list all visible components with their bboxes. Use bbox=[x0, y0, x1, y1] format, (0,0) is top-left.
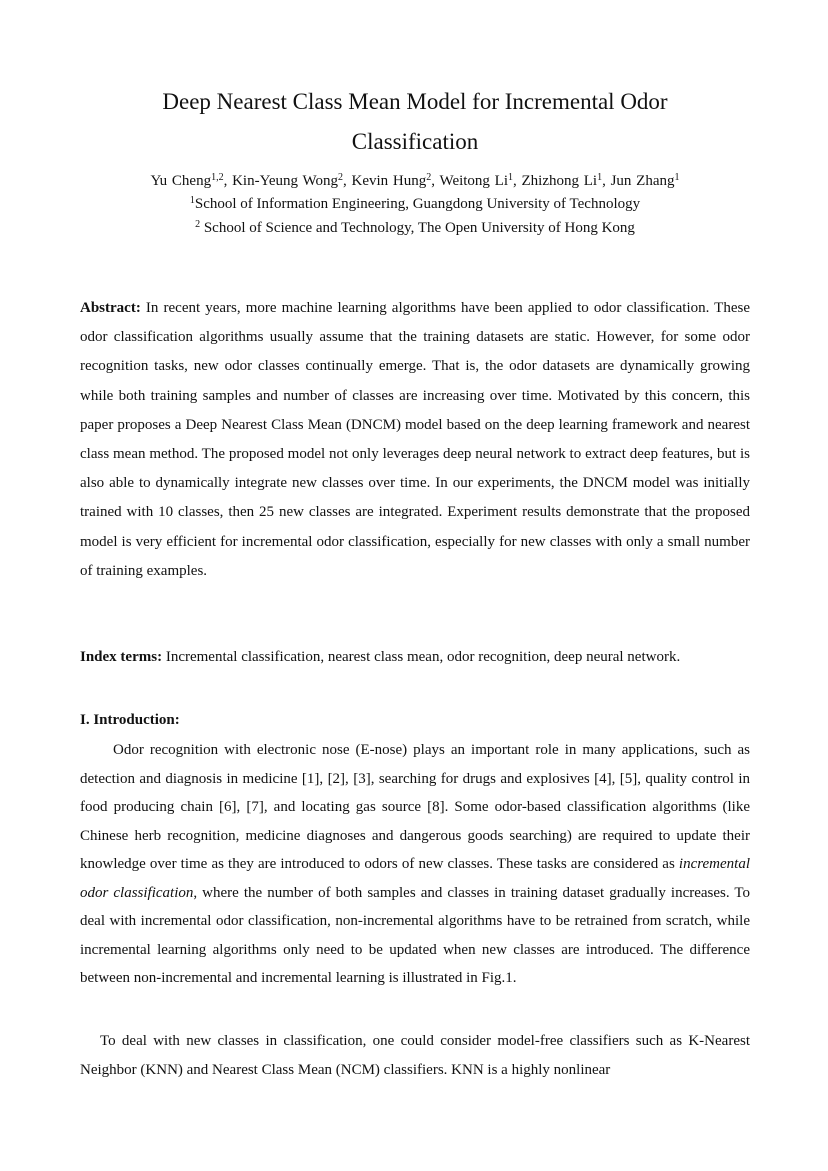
abstract bbox=[80, 294, 750, 586]
intro-text: Odor recognition with electronic nose (E-nose) plays an important role in many applications, such as detection and diagnosis in medicine [1], [2], [3], searching for drugs and explosives [4], [5], quality control in food producing chain [6], [7], and locating gas source [8]. Some odor-based classification algorithms (like Chinese herb recognition, medicine diagnoses and dangerous goods searching) are required to update their knowledge over time as they are introduced to odors of new classes. These tasks are considered as bbox=[80, 742, 750, 872]
index-terms bbox=[80, 645, 750, 669]
affiliation-1 bbox=[80, 192, 750, 216]
affiliation-mark: 2 bbox=[195, 219, 201, 230]
author: Kevin Hung$^2$, bbox=[351, 172, 440, 189]
affiliation-text: School of Information Engineering, Guangdong University of Technology bbox=[194, 196, 641, 212]
affiliation-2 bbox=[80, 216, 750, 240]
author: Zhizhong Li$^1$, bbox=[521, 172, 611, 189]
affiliation-text: School of Science and Technology, The Open University of Hong Kong bbox=[200, 220, 635, 236]
affiliation-mark: 1 bbox=[189, 195, 195, 206]
author: Weitong Li$^1$, bbox=[439, 172, 522, 189]
intro-paragraph-2: To deal with new classes in classification, one could consider model-free classifiers such as K-Nearest Neighbor (KNN) and Nearest Class Mean (NCM) classifiers. KNN is a highly nonlinear bbox=[80, 1033, 750, 1078]
intro-text: , where the number of both samples and classes in training dataset gradually increases. To deal with incremental odor classification, non-incremental algorithms have to be retrained from scratch, while incremental learning algorithms only need to be updated when new classes are introduced. The difference between non-incremental and incremental learning is illustrated in Fig.1. bbox=[80, 884, 751, 986]
author: Yu Cheng$^{1,2}$, bbox=[150, 172, 233, 189]
intro-paragraph-1 bbox=[80, 736, 750, 993]
index-terms-text: Incremental classification, nearest class mean, odor recognition, deep neural network. bbox=[162, 649, 681, 665]
author-list bbox=[80, 169, 750, 193]
abstract-text: In recent years, more machine learning algorithms have been applied to odor classification. These odor classification algorithms usually assume that the training datasets are static. However, for some odor recognition tasks, new odor classes continually emerge. That is, the odor datasets are dynamically growing while both training samples and number of classes are increasing over time. Motivated by this concern, this paper proposes a Deep Nearest Class Mean (DNCM) model based on the deep learning framework and nearest class mean method. The proposed model not only leverages deep neural network to extract deep features, but is also able to dynamically integrate new classes over time. In our experiments, the DNCM model was initially trained with 10 classes, then 25 new classes are integrated. Experiment results demonstrate that the proposed model is very efficient for incremental odor classification, especially for new classes with only a small number of training examples. bbox=[80, 300, 750, 579]
intro-emphasis: incremental odor classification bbox=[80, 856, 750, 901]
author: Jun Zhang$^1$ bbox=[610, 172, 680, 189]
title-line-2: Classification bbox=[351, 129, 479, 154]
title-line-1: Deep Nearest Class Mean Model for Incremental Odor bbox=[162, 89, 668, 114]
section-heading: I. Introduction: bbox=[80, 712, 180, 728]
abstract-label: Abstract: bbox=[80, 300, 141, 316]
paper-title bbox=[80, 82, 750, 162]
author: Kin-Yeung Wong$^2$, bbox=[232, 172, 352, 189]
index-terms-label: Index terms: bbox=[80, 649, 163, 665]
